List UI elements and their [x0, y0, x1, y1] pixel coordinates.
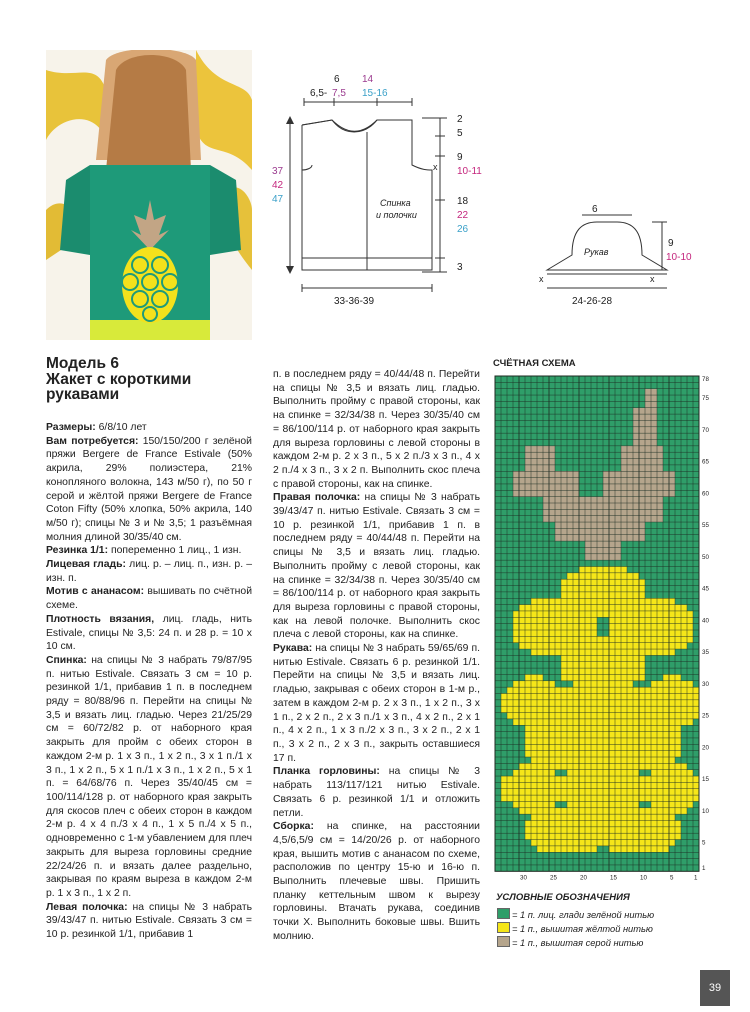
y-tick-label: 40 — [702, 617, 709, 625]
chart-leaf-cell — [513, 484, 579, 490]
paragraph — [46, 613, 252, 654]
y-tick-label: 65 — [702, 458, 709, 466]
y-tick-label: 75 — [702, 395, 709, 403]
chart-fruit-cell — [525, 674, 543, 680]
dim-l2: 42 — [272, 180, 284, 191]
chart-leaf-cell — [525, 459, 555, 465]
chart-fruit-cell — [657, 763, 687, 769]
legend-item-gray — [497, 936, 643, 947]
chart-leaf-cell — [555, 535, 645, 541]
sleeve-mark-left: x — [539, 274, 544, 284]
y-tick-label: 70 — [702, 426, 709, 434]
y-tick-label: 20 — [702, 744, 709, 752]
dim-right-b: 15-16 — [362, 88, 388, 99]
dim-r2: 5 — [457, 128, 463, 139]
sleeve-mark-right: x — [650, 274, 655, 284]
para-text: на спицы № 3 набрать 113/117/121 нитью Estivale. Связать 6 р. резинкой 1/1 и отложить петли. — [273, 766, 480, 819]
y-tick-label: 1 — [702, 864, 706, 872]
chart-leaf-cell — [525, 452, 555, 458]
para-text: лиц. р. – лиц. п., изн. р. – изн. п. — [46, 559, 252, 584]
y-tick-label: 50 — [702, 553, 709, 561]
chart-leaf-cell — [621, 465, 663, 471]
para-heading: Мотив с ананасом: — [46, 586, 145, 598]
chart-leaf-cell — [555, 522, 645, 528]
para-heading: Резинка 1/1: — [46, 545, 109, 557]
dim-r3b: 10-11 — [457, 166, 482, 177]
dim-bottom: 33-36-39 — [334, 296, 375, 307]
x-tick-label: 5 — [670, 874, 674, 880]
paragraph — [273, 820, 480, 943]
article-title — [46, 356, 264, 403]
dim-r5: 3 — [457, 262, 463, 273]
body-mark: x — [433, 162, 438, 172]
schematic-diagram — [272, 60, 722, 340]
chart-fruit-cell — [501, 789, 567, 795]
para-text: 6/8/10 лет — [95, 422, 147, 433]
chart-fruit-cell — [651, 801, 693, 807]
legend-label: = 1 п. лиц. глади зелёной нитью — [512, 910, 655, 920]
para-text: п. в последнем ряду = 40/44/48 п. Перейти на спицы № 3,5 и вязать лиц. гладью. Выполнить пройму с правой стороны, как на спинке = 32/34/38 п. Через 30/35/40 см = 86/100/114 р. от наборного края закрыть для выреза горловины с левой стороны в каждом 2-м р. 2 x 3 п., 5 x 2 п./3 x 3 п., 4 x 2 п./4 x 3 п., 3 x 2 п. Выполнить скос плеча с правой стороны, как на спинке. — [273, 369, 480, 490]
paragraph — [273, 368, 480, 491]
sleeve-bottom: 24-26-28 — [572, 296, 613, 307]
sleeve-r1: 9 — [668, 238, 674, 249]
dim-l3: 47 — [272, 194, 284, 205]
x-tick-label: 10 — [640, 874, 647, 880]
dim-r1: 2 — [457, 114, 463, 125]
paragraph — [46, 544, 252, 558]
paragraph — [46, 901, 252, 942]
y-tick-label: 15 — [702, 776, 709, 784]
para-text: на спицы № 3 набрать 79/87/95 п. нитью Estivale. Связать 3 см = 10 р. резинкой 1/1, прибавив 1 п. в последнем ряду = 80/88/96 п. Перейти на спицы № 3,5 и вязать лиц. гладью. Через 21/25/29 см = 60/72/82 р. от наборного края закрыть для пройм с обеих сторон в каждом 2-м р. 1 x 3 п., 1 x 2 п., 3 x 1 п./1 x 3 п., 1 x 2 п., 5 x 1 п./1 x 3 п., 1 x 2 п., 5 x 1 п. = 64/68/76 п. Через 35/40/45 см = 100/114/128 р. от наборного края закрыть для скосов плеч с обеих сторон в каждом 2-м р. 4 x 4 п./3 x 4 п., 1 x 5 п./4 x 5 п., одновременно с 1-м убавлением для плеч закрыть для выреза горловины средние 22/24/26 п. и вязать далее раздельно, закрывая по краям выреза в каждом 2-м р. 1 x 3 п., 1 x 2 п. — [46, 654, 252, 899]
para-text: попеременно 1 лиц., 1 изн. — [108, 545, 242, 557]
y-tick-label: 10 — [702, 807, 709, 815]
paragraph — [273, 491, 480, 642]
legend-swatch — [497, 936, 510, 947]
dim-l1: 37 — [272, 166, 284, 177]
dim-r4b: 22 — [457, 210, 469, 221]
body-label-1: Спинка — [380, 198, 411, 208]
legend-item-yellow — [497, 922, 653, 933]
chart-fruit-cell — [507, 687, 561, 693]
y-tick-label: 60 — [702, 490, 709, 498]
chart-fruit-cell — [645, 687, 699, 693]
chart-fruit-cell — [501, 795, 567, 801]
para-heading: Лицевая гладь: — [46, 559, 126, 571]
dim-r3a: 9 — [457, 152, 463, 163]
legend-label: = 1 п., вышитая жёлтой нитью — [512, 924, 653, 934]
para-heading: Вам потребуется: — [46, 435, 139, 447]
chart-fruit-cell — [501, 776, 567, 782]
title-line-1: Модель 6 — [46, 355, 119, 372]
para-heading: Сборка: — [273, 821, 314, 833]
y-tick-label: 78 — [702, 376, 709, 383]
text-column-2 — [273, 368, 480, 944]
legend-swatch — [497, 922, 510, 933]
para-text: вышивать по счётной схеме. — [46, 586, 253, 612]
legend-swatch — [497, 908, 510, 919]
chart-leaf-cell — [513, 490, 579, 496]
chart-fruit-cell — [501, 694, 567, 700]
legend-item-green — [497, 908, 654, 919]
chart-leaf-cell — [555, 528, 645, 534]
para-heading: Размеры: — [46, 422, 96, 433]
y-tick-label: 35 — [702, 649, 709, 657]
para-text: лиц. гладь, нить Estivale, спицы № 3,5: 24 п. и 28 р. = 10 x 10 см. — [46, 613, 252, 653]
para-text: на спицы № 3 набрать 59/65/69 п. нитью Estivale. Связать 6 р. резинкой 1/1. Перейти на спицы № 3,5 и вязать лиц. гладью, закрывая с обеих сторон в 1-м р., затем в каждом 2-м р. 2 x 3 п., 1 x 2 п., 3 x 1 п., 2 x 2 п., 2 x 3 п./1 x 3 п., 4 x 2 п., 2 x 1 п., 4 x 2 п., 1 x 3 п./2 x 3 п., 3 x 2 п., 2 x 1 п., 3 x 2 п., 2 x 3 п., закрыть оставшиеся 17 п. — [273, 643, 480, 764]
x-tick-label: 15 — [610, 874, 617, 880]
paragraph — [46, 558, 252, 585]
dim-r4c: 26 — [457, 224, 469, 235]
y-tick-label: 30 — [702, 680, 709, 688]
dim-top-b: 14 — [362, 74, 374, 85]
y-tick-label: 25 — [702, 712, 709, 720]
para-heading: Спинка: — [46, 654, 87, 666]
chart-leaf-cell — [525, 446, 555, 452]
y-tick-label: 45 — [702, 585, 709, 593]
para-heading: Левая полочка: — [46, 901, 128, 913]
para-text: на спинке, на расстоянии 4,5/6,5/9 см = 14/20/26 р. от наборного края, вышить мотив с ананасом по схеме, расположив по центру 15-ю и 16-ю п. Выполнить плечевые швы. Пришить планку кеттельным швом к вырезу горловины. Втачать рукава, соединив точки X. Выполнить боковые швы. Вшить молнию. — [273, 821, 480, 942]
body-label-2: и полочки — [376, 210, 417, 220]
x-tick-label: 1 — [694, 874, 698, 880]
chart-fruit-cell — [663, 674, 681, 680]
chart-leaf-cell — [621, 459, 663, 465]
chart-leaf-cell — [513, 471, 579, 477]
para-heading: Рукава: — [273, 643, 313, 655]
chart-fruit-cell — [645, 713, 699, 719]
para-heading: Планка горловины: — [273, 766, 380, 778]
dim-top-a: 6 — [334, 74, 340, 85]
model-photo — [46, 50, 252, 340]
y-tick-label: 55 — [702, 522, 709, 530]
text-column-1 — [46, 421, 252, 942]
x-tick-label: 25 — [550, 874, 557, 880]
legend-label: = 1 п., вышитая серой нитью — [512, 938, 644, 948]
para-text: 150/150/200 г зелёной пряжи Bergere de France Estivale (50% акрила, 29% полиэстера, 21% конопляного волокна, 143 м/50 г), по 50 г серой и жёлтой пряжи Bergere de France Coton Fifty (50% хлопка, 50% акрила, 140 м/50 г); спицы № 3 и № 3,5; 1 разъёмная молния длиной 30/35/40 см. — [46, 435, 252, 543]
x-tick-label: 20 — [580, 874, 587, 880]
para-text: на спицы № 3 набрать 39/43/47 п. нитью Estivale. Связать 3 см = 10 р. резинкой 1/1, прибавив 1 — [46, 901, 252, 941]
dim-left-b: 7,5 — [332, 88, 346, 99]
paragraph — [273, 642, 480, 765]
paragraph — [273, 765, 480, 820]
y-tick-label: 5 — [702, 839, 706, 847]
paragraph — [46, 654, 252, 901]
legend-title: УСЛОВНЫЕ ОБОЗНАЧЕНИЯ — [496, 892, 630, 903]
chart-leaf-cell — [621, 452, 663, 458]
sleeve-top: 6 — [592, 204, 598, 215]
para-text: на спицы № 3 набрать 39/43/47 п. нитью Estivale. Связать 3 см = 10 р. резинкой 1/1, прибавив 1 п. в последнем ряду = 40/44/48 п. Перейти на спицы № 3,5 и вязать лиц. гладью. Выполнить пройму с левой стороны, как на спинке = 32/34/38 п. Через 30/35/40 см = 86/100/114 р. от наборного края закрыть для выреза горловины с правой стороны, как на левой полочке. Выполнить скос плеча с левой стороны, как на спинке. — [273, 492, 480, 641]
para-heading: Правая полочка: — [273, 492, 361, 504]
title-line-2: Жакет с короткими — [46, 370, 192, 388]
chart-fruit-cell — [501, 782, 567, 788]
chart-title: СЧЁТНАЯ СХЕМА — [493, 358, 576, 369]
chart-fruit-cell — [501, 706, 567, 712]
para-heading: Плотность вязания, — [46, 613, 155, 625]
paragraph — [46, 585, 252, 612]
chart-fruit-cell — [651, 681, 693, 687]
sleeve-r2: 10-10 — [666, 252, 692, 263]
page-number: 39 — [700, 970, 730, 1006]
chart-leaf-cell — [513, 478, 579, 484]
chart-leaf-cell — [525, 465, 555, 471]
chart-fruit-cell — [651, 770, 693, 776]
sleeve-label: Рукав — [584, 247, 609, 257]
dim-left-a: 6,5- — [310, 88, 328, 99]
title-line-3: рукавами — [46, 386, 120, 403]
counting-chart — [494, 370, 724, 880]
dim-r4a: 18 — [457, 196, 469, 207]
chart-fruit-cell — [501, 700, 567, 706]
paragraph — [46, 421, 252, 435]
x-tick-label: 30 — [520, 874, 527, 880]
chart-fruit-cell — [519, 763, 549, 769]
chart-leaf-cell — [621, 446, 663, 452]
paragraph — [46, 435, 252, 545]
chart-fruit-cell — [507, 713, 561, 719]
